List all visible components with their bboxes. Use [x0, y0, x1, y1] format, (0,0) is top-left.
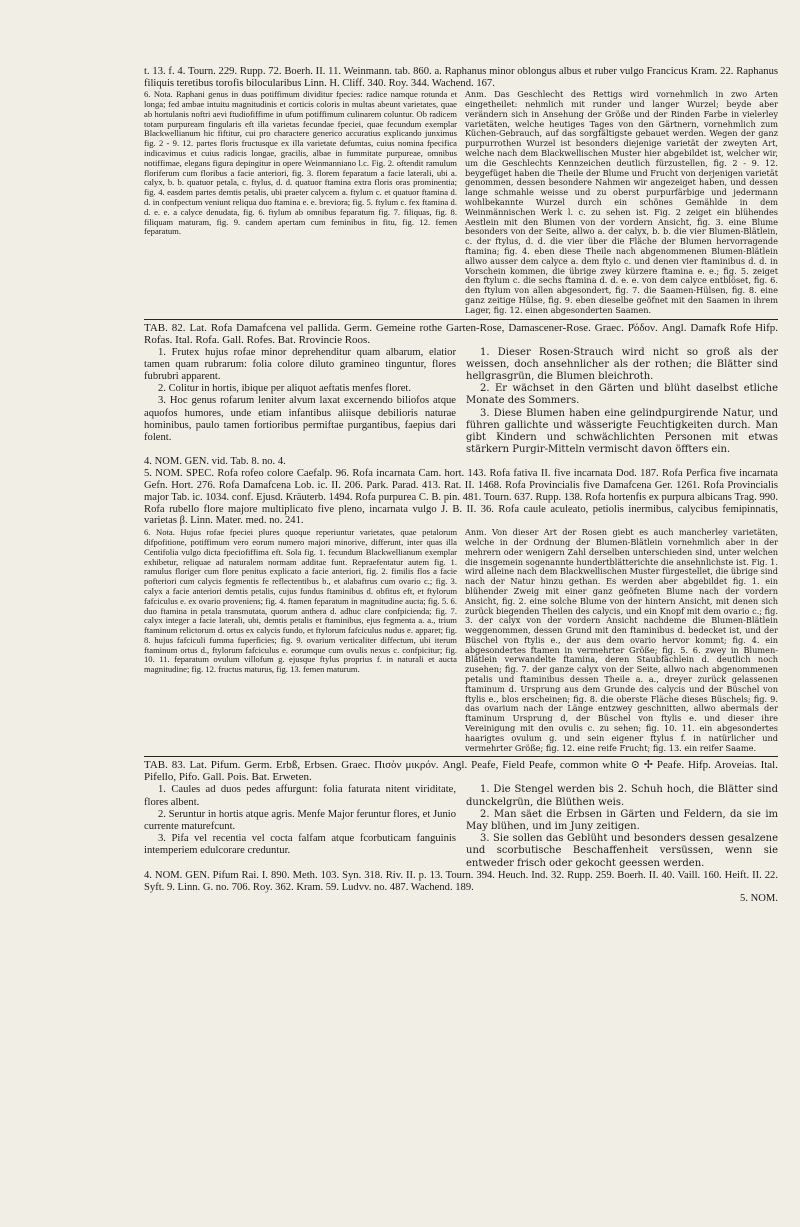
tab82-german-item: 1. Dieser Rosen-Strauch wird nicht so groß als der weissen, doch ansehnlicher als der rothen; die Blätter sind hellgrasgrün, die Blumen bleichroth. — [466, 346, 778, 382]
tab82-latin-column — [144, 347, 456, 457]
tab83-latin-item: 3. Pifa vel recentia vel cocta falfam atque fcorbuticam fanguinis intemperiem edulcorare creduntur. — [144, 833, 456, 857]
tab82-latin-item: 3. Hoc genus rofarum leniter alvum laxat excernendo biliofos atque aquofos humores, unde etiam infantibus aliisque debilioris naturae hominibus, paulo tamen fortioribus permiftae purgantibus, faepius dari folent. — [144, 395, 456, 443]
tab83-latin-item: 2. Seruntur in hortis atque agris. Menfe Major feruntur flores, et Junio currente maturefcunt. — [144, 808, 456, 833]
tab82-items — [144, 347, 778, 457]
raphanus-notes — [144, 90, 778, 315]
catchword: 5. NOM. — [740, 893, 778, 905]
raphanus-note-latin: 6. Nota. Raphani genus in duas potiffimum dividitur fpecies: radice namque rotunda et longa; fed ambae intuitu magnitudinis et corticis coloris in multas abeunt varietates, quae ab hortulanis noftri aevi ftudiofiffime in ufum potiffimum culinarem coluntur. Ob radicem totam purpuream fingularis eft illa varietas fecundae fpeciei, quae fecundum exemplar Blackwellianum hic fiftitur, cui pro charactere generico accuratius explicando junximus fig. 2 - 9. 12. partes floris fructusque ex illa varietate defumtas, cuius nomina fpecifica indicavimus et cuius radicis longae, gracilis, albae in fummitate purpureae, omnibus notiffimae, elegans figura depingitur in opere Weinmanniano l.c. Fig. 2. oftendit ramulum floriferum cum floribus a facie anteriori, fig. 3. florem feparatum a facie laterali, ubi a. calyx, b. b. quatuor petala, c. ftylus, d. d. quatuor ftamina extra floris oras prominentia; fig. 4. easdem partes demtis petalis, ubi praeter calycem a. ftylum c. et quatuor ftamina d. d. in confpectum veniunt reliqua duo ftamina e. e. breviora; fig. 5. ftylum c. fex ftamina d. d. e. e. a calyce denudata, fig. 6. ftylum ab omnibus feparatum fig. 7. filiquas, fig. 8. filiquam maturam, fig. 9. candem apertam cum feminibus in fitu, fig. 12. femen feparatum. — [144, 89, 457, 237]
tab82-german-item: 2. Er wächset in den Gärten und blüht daselbst etliche Monate des Sommers. — [466, 383, 778, 407]
tab83-heading: TAB. 83. Lat. Pifum. Germ. Erbß, Erbsen. Graec. Πισὸν μικρόν. Angl. Peafe, Field Peafe, common white ⊙ ✢ Peafe. Hifp. Aroveias. Ital. Pifello, Pifo. Gall. Pois. Bat. Erweten. — [144, 759, 778, 784]
divider-tab83 — [144, 756, 778, 757]
tab82-notes — [144, 528, 778, 753]
tab83-latin-column — [144, 784, 456, 869]
tab83-german-item: 1. Die Stengel werden bis 2. Schuh hoch, die Blätter sind dunckelgrün, die Blüthen weis. — [466, 784, 778, 808]
tab83-items — [144, 784, 778, 869]
tab82-nom-gen: 4. NOM. GEN. vid. Tab. 8. no. 4. — [144, 456, 286, 468]
tab83-german-item: 3. Sie sollen das Geblüht und besonders dessen gesalzene und scorbutische Beschaffenheit versüssen, wenn sie entweder frisch oder gekocht geessen werden. — [466, 833, 778, 869]
raphanus-note-german: Anm. Das Geschlecht des Rettigs wird vornehmlich in zwo Arten eingetheilet: nehmlich mit runder und langer Wurzel; beyde aber verändern sich in Ansehung der Größe und der Rinden Farbe in vielerley varietäten, welche heutiges Tages von den Gärtnern, vornehmlich zum Küchen-Gebrauch, auf das sorgfältigste gebauet werden. Wegen der ganz purpurrothen Wurzel ist besonders diejenige varietät der zweyten Art, welche nach dem Blackwellischen Muster hier abgebildet ist, welcher wir, um die Geschlechts Kennzeichen deutlich fürzustellen, fig. 2 - 9. 12. beygefüget haben die Theile der Blume und Frucht von derjenigen varietät genommen, dessen besondere Nahmen wir angezeiget haben, und dessen lange schmahle weisse und zu oberst purpurfärbige und jedermann wohlbekannte Wurzel durch ein schönes Gemählde in dem Weinmännischen Werk l. c. zu sehen ist. Fig. 2 zeiget ein blühendes Aestlein mit den Blumen von der vordern Ansicht, fig. 3. eine Blume besonders von der Seite, allwo a. der calyx, b. b. die vier Blumen-Blätlein, c. der ftylus, d. d. die vier über die Fläche der Blumen hervorragende ftamina; fig. 4. eben diese Theile nach abgenommenen Blumen-Blätlein allwo ausser dem calyce a. dem ftylo c. und denen vier ftaminibus d. d. in Vorschein kommen, die übrige zwey kürzere ftamina e. e.; fig. 5. zeiget den ftylum c. die sechs ftamina d. d. e. e. von dem calyce entblöset, fig. 6. den ftylum von allen abgesondert, fig. 7. die Saamen-Hülsen, fig. 8. eine ganz zeitige Hülse, fig. 9. eben dieselbe geöfnet mit den Saamen in ihrem Lager, fig. 12. einen abgesonderten Saamen. — [465, 89, 778, 315]
tab82-latin-item: 2. Colitur in hortis, ibique per aliquot aeftatis menfes floret. — [158, 383, 412, 395]
raphanus-synonyms: t. 13. f. 4. Tourn. 229. Rupp. 72. Boerh. II. 11. Weinmann. tab. 860. a. Raphanus minor oblongus albus et ruber vulgo Francicus Kram. 22. Raphanus filiquis teretibus torofis bilocularibus Linn. H. Cliff. 340. Roy. 344. Wachend. 167. — [144, 66, 778, 89]
divider-tab82 — [144, 319, 778, 320]
tab83-german-item: 2. Man säet die Erbsen in Gärten und Feldern, da sie im May blühen, und im Juny zeitigen. — [466, 808, 778, 833]
tab82-nom-spec: 5. NOM. SPEC. Rofa rofeo colore Caefalp. 96. Rofa incarnata Cam. hort. 143. Rofa fativa II. five incarnata Dod. 187. Rofa Perfica five incarnata Gefn. Hort. 276. Rofa Damafcena Lob. ic. II. 206. Park. Parad. 413. Rat. II. 1468. Rofa Provincialis five Damafcena Ger. 1261. Rofa Provincialis major Tab. ic. 1034. conf. Ejusd. Kräuterb. 1494. Rofa purpurea C. B. pin. 481. Tourn. 637. Rupp. 138. Rofa hortenfis ex purpura albicans Trag. 990. Rofa rubello flore majore multiplicato five pleno, incarnata vulgo J. B. II. 36. Rofa caule aculeato, petiolis inermibus, calycibus femipinnatis, varietas β. Linn. Mater. med. no. 241. — [144, 468, 778, 527]
tab82-note-latin: 6. Nota. Hujus rofae fpeciei plures quoque reperiuntur varietates, quae petalorum difpofitione, potiffimum vero eorum numero majori minorive, differunt, inter quas illa Centifolia vulgo dicta fpeciofiffima eft. Sola fig. 1. fecundum Blackwellianum exemplar exhibetur, reliquae ad naturalem normam additae funt. Repraefentatur autem fig. 1. ramulus floriger cum flore penitus explicato a facie anteriori, fig. 2. fimilis flos a facie pofteriori cum calycis fegmentis fe reflectentibus b., et alabaftrus cum ovario c.; fig. 3. calyx a facie anteriori demtis petalis, cujus fundus ftaminibus d. obfitus eft, et ftylorum fafciculus e. ex ovario proveniens; fig. 4. ftamen feparatum in magnitudine aucta; fig. 5. 6. duo ftamina in petala transmutata, quorum anthera d. adhuc clare confpicienda; fig. 7. calyx integer a facie laterali, ubi, demtis petalis et ftaminibus, ejus fegmenta a. a., trium ftaminum relictorum d. ortus ex calycis fundo, et ftylorum fafciculus nudus e. apparet; fig. 8. hujus fafciculi fumma fuperficies; fig. 9. ovarium verticaliter diffectum, ubi iterum ftaminum ortus d., ftylorum fafciculus e. eorumque cum ovulis nexus c. confpicitur; fig. 10. 11. feparatum ovulum villofum g. ejusque ftylus proprius f. in naturali et aucta magnitudine; fig. 12. fructus maturus, fig. 13. femen maturum. — [144, 527, 457, 675]
tab83-latin-item: 1. Caules ad duos pedes affurgunt: folia faturata nitent viriditate, flores albent. — [144, 784, 456, 808]
tab82-german-column — [466, 347, 778, 457]
tab82-note-german: Anm. Von dieser Art der Rosen giebt es auch mancherley varietäten, welche in der Ordnung der Blumen-Blätlein vornehmlich aber in der mehrern oder wenigern Zahl derselben unterschieden sind, unter welchen die insgemein sogenannte hundertblätterichte die ansehnlichste ist. Fig. 1. wird alleine nach dem Blackwellischen Muster fürgestellet, die übrige sind nach der Natur hinzu gethan. Es werden aber abgebildet fig. 1. ein blühender Zweig mit einer ganz geöfneten Blume nach der vordern Ansicht, fig. 2. eine solche Blume von der hintern Ansicht, mit denen sich zurück biegenden Theilen des calycis, und ein Knopf mit dem ovario c.; fig. 3. der calyx von der vordern Ansicht nachdeme die Blumen-Blätlein weggenommen, dessen Grund mit den ftaminibus d. bedecket ist, und der Büschel von ftylis e., der aus dem ovario hervor kommt; fig. 4. ein abgesondertes ftamen in vermehrter Größe; fig. 5. 6. zwey in Blumen-Blätlein verwandelte ftamina, deren Staubfächlein d. deutlich noch zusehen; fig. 7. der ganze calyx von der Seite, allwo nach abgenommenen petalis und ftaminibus dessen Theile a. a., dreyer zurück gelassenen ftaminum d. Ursprung aus dem Grunde des calycis und der Büschel von ftylis e., blos erscheinen; fig. 8. die oberste Fläche dieses Büschels; fig. 9. das ovarium nach der Länge entzwey geschnitten, allwo abermals der ftaminum Ursprung d, der Büschel von ftylis e. und dieser ihre Vereinigung mit den ovulis c. zu sehen; fig. 10. 11. ein abgesondertes haarigtes ovulum g. und sein eigener ftylus f. in natürlicher und vermehrter Größe; fig. 12. eine reife Frucht; fig. 13. ein reifer Saame. — [465, 527, 778, 753]
tab82-german-item: 3. Diese Blumen haben eine gelindpurgirende Natur, und führen gallichte und wässerigte Feuchtigkeiten durch. Man gibt Kindern und schwächlichten Personen mit etwas stärkern Purgir-Mitteln vermischt davon öffters ein. — [466, 407, 778, 456]
tab82-heading: TAB. 82. Lat. Rofa Damafcena vel pallida. Germ. Gemeine rothe Garten-Rose, Damascener-Rose. Graec. P̔όδον. Angl. Damafk Rofe Hifp. Rofas. Ital. Rofa. Gall. Rofes. Bat. Rrovincie Roos. — [144, 321, 778, 346]
tab83-german-column — [466, 784, 778, 869]
tab83-nom-gen: 4. NOM. GEN. Pifum Rai. I. 890. Meth. 103. Syn. 318. Riv. II. p. 13. Tourn. 394. Heuch. Ind. 32. Rupp. 259. Boerh. II. 40. Vaill. 160. Heift. II. 22. Syft. 9. Linn. G. no. 706. Roy. 362. Kram. 59. Ludvv. no. 487. Wachend. 189. — [144, 869, 778, 893]
tab82-latin-item: 1. Frutex hujus rofae minor deprehenditur quam albarum, elatior tamen quam rubrarum: folia colore diluto gramineo tinguntur, flores fubrubri apparent. — [144, 346, 456, 382]
